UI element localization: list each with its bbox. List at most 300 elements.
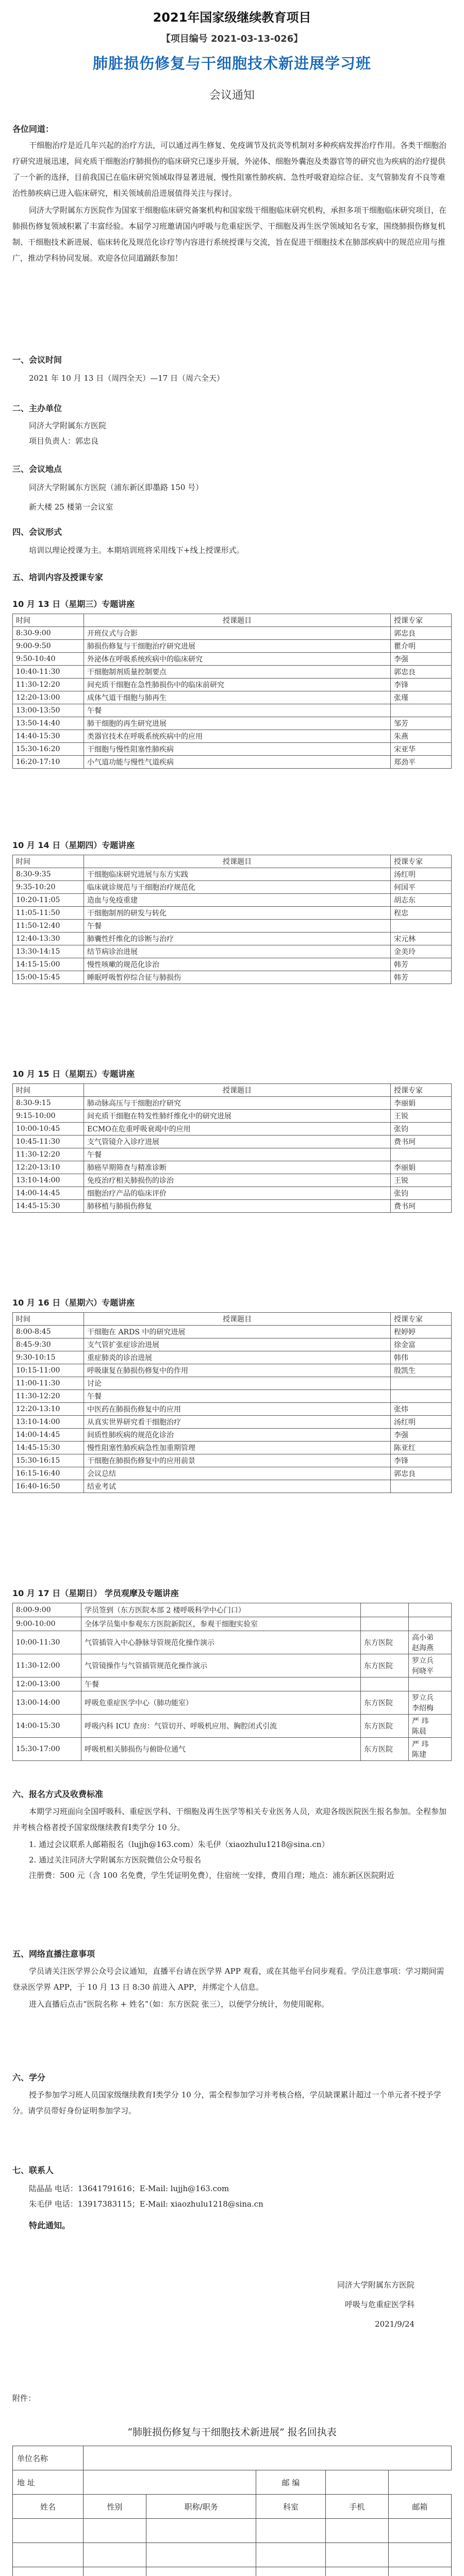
table-row xyxy=(13,971,452,984)
table-row xyxy=(13,717,452,730)
table-cell: 10:40-11:30 xyxy=(13,666,84,679)
table-cell: 10:20-11:05 xyxy=(13,894,84,907)
section-heading: 六、学分 xyxy=(12,2073,46,2082)
table-cell: 8:00-9:00 xyxy=(13,1603,81,1617)
table-cell: 间质性肺疾病的规范化诊治 xyxy=(84,1429,391,1442)
attachment-title: “肺脏损伤修复与干细胞技术新进展” 报名回执表 xyxy=(127,2427,337,2438)
table-row xyxy=(13,1338,452,1351)
table-row xyxy=(13,1603,452,1617)
table-cell: 高小弟 赵海燕 xyxy=(409,1631,452,1654)
table-row xyxy=(13,627,452,640)
day-block xyxy=(12,1296,452,1493)
table-cell: 朱燕 xyxy=(391,730,452,743)
table-cell: 汤红明 xyxy=(391,868,452,881)
table-header-cell: 授课专家 xyxy=(391,1084,452,1097)
table-cell xyxy=(391,920,452,933)
section-registration xyxy=(12,1788,452,1885)
table-row xyxy=(13,1110,452,1123)
table-cell: 郭忠良 xyxy=(391,1467,452,1480)
table-row xyxy=(13,1442,452,1454)
table-cell: 8:30-9:00 xyxy=(13,627,84,640)
day-title: 10 月 13 日（星期三）专题讲座 xyxy=(12,599,135,609)
table-cell: 肺干细胞的再生研究进展 xyxy=(84,717,391,730)
table-cell: 类器官技术在呼吸系统疾病中的应用 xyxy=(84,730,391,743)
table-cell: 严 玮 陈晨 xyxy=(409,1715,452,1738)
table-cell: 16:20-17:10 xyxy=(13,756,84,769)
table-row xyxy=(13,1691,452,1715)
form-input-cell[interactable] xyxy=(388,2567,451,2576)
table-cell: 程婷婷 xyxy=(391,1326,452,1338)
table-cell: 8:30-9:15 xyxy=(13,1097,84,1110)
table-cell: 13:10-14:00 xyxy=(13,1416,84,1429)
table-row xyxy=(13,1390,452,1403)
table-cell: 东方医院 xyxy=(361,1715,409,1738)
table-cell: 10:00-11:30 xyxy=(13,1631,81,1654)
table-cell: 重症肺炎的诊治进展 xyxy=(84,1351,391,1364)
table-cell: 罗立兵 何晓平 xyxy=(409,1654,452,1677)
table-row xyxy=(13,1429,452,1442)
table-cell: 外泌体在呼吸系统疾病中的临床研究 xyxy=(84,653,391,666)
registration-wechat: 2. 通过关注同济大学附属东方医院微信公众号报名 xyxy=(29,1855,202,1865)
table-cell xyxy=(361,1617,409,1631)
table-cell: 干细胞临床研究进展与东方实践 xyxy=(84,868,391,881)
table-cell: 午餐 xyxy=(84,1148,391,1161)
table-row xyxy=(13,640,452,653)
table-row xyxy=(13,1200,452,1213)
day-table xyxy=(12,614,452,769)
intro-paragraph: 干细胞治疗是近几年兴起的治疗方法，可以通过再生修复、免疫调节及抗炎等机制对多种疾病发挥治疗作用。各类干细胞治疗研究进展迅速，间充质干细胞治疗肺损伤的临床研究已逐步开展，外泌体、细胞外囊泡及类器官等的研究也为疾病的治疗提供了一个新的选择，目前我国已在临床研究领域取得显著进展，慢性阻塞性肺疾病、急性呼吸窘迫综合征、支气管肺发育不良等难治性肺疾病已进入临床研究，相关领域前沿进展值得关注与探讨。 xyxy=(12,141,447,198)
table-cell xyxy=(361,1677,409,1691)
table-cell: 11:30-12:20 xyxy=(13,679,84,691)
registration-intro: 本期学习班面向全国呼吸科、重症医学科、干细胞及再生医学等相关专业医务人员，欢迎各级医院医生报名参加。全程参加并考核合格者授予国家级继续教育I类学分 10 分。 xyxy=(12,1807,447,1832)
table-cell: 11:30-12:20 xyxy=(13,1148,84,1161)
table-row xyxy=(13,1454,452,1467)
intro xyxy=(12,123,452,267)
section-time xyxy=(12,353,452,386)
table-cell: 临床就诊规范与干细胞治疗规范化 xyxy=(84,881,391,894)
table-cell: 12:20-13:10 xyxy=(13,1161,84,1174)
form-row xyxy=(13,2470,452,2495)
table-cell: 午餐 xyxy=(84,704,391,717)
table-cell: 14:00-15:30 xyxy=(13,1715,81,1738)
table-header-cell: 授课专家 xyxy=(391,855,452,868)
table-cell: 郑劲平 xyxy=(391,756,452,769)
table-header-cell: 授课题目 xyxy=(84,614,391,627)
table-cell: 郭忠良 xyxy=(391,666,452,679)
form-input-cell[interactable] xyxy=(325,2519,388,2543)
table-cell: 东方医院 xyxy=(361,1738,409,1761)
table-cell: 肺囊性纤维化的诊断与治疗 xyxy=(84,933,391,945)
table-cell: 支气管镜介入诊疗进展 xyxy=(84,1136,391,1148)
table-row xyxy=(13,894,452,907)
live-notes: 学员请关注医学界公众号会议通知，直播平台请在医学界 APP 观看，或在其他平台同步观看。学员注意事项：学习期间需登录医学界 APP，于 10 月 13 日 8:30 前进入 APP，并绑定个人信息。 xyxy=(12,1967,444,1992)
table-cell: 细胞治疗产品的临床评价 xyxy=(84,1187,391,1200)
table-cell: 慢性阻塞性肺疾病急性加重期管理 xyxy=(84,1442,391,1454)
credits-text: 授予参加学习班人员国家级继续教育I类学分 10 分，需全程参加学习并考核合格，学员缺课累计超过一个单元者不授予学分。请学员带好身份证明参加学习。 xyxy=(12,2090,441,2115)
table-cell: 李强 xyxy=(391,1429,452,1442)
day5-table xyxy=(12,1603,452,1761)
table-cell: 干细胞在 ARDS 中的研究进展 xyxy=(84,1326,391,1338)
table-row xyxy=(13,1416,452,1429)
table-cell: 严 玮 陈建 xyxy=(409,1738,452,1761)
table-cell: 呼吸机相关肺损伤与俯卧位通气 xyxy=(81,1738,361,1761)
table-cell: 汤红明 xyxy=(391,1416,452,1429)
table-cell: 张钧 xyxy=(391,1187,452,1200)
day-block xyxy=(12,839,452,984)
table-row xyxy=(13,1326,452,1338)
table-cell: 11:30-12:20 xyxy=(13,1390,84,1403)
section-form xyxy=(12,526,452,558)
table-cell: 张瑾 xyxy=(391,691,452,704)
table-cell: 9:50-10:40 xyxy=(13,653,84,666)
section-heading: 七、联系人 xyxy=(12,2165,54,2175)
table-row xyxy=(13,920,452,933)
table-row xyxy=(13,907,452,920)
form-label-cell: 手机 xyxy=(325,2495,388,2519)
table-cell xyxy=(391,1390,452,1403)
table-row xyxy=(13,1136,452,1148)
form-input-cell[interactable] xyxy=(256,2567,325,2576)
table-cell: 11:05-11:50 xyxy=(13,907,84,920)
form-input-cell[interactable] xyxy=(146,2567,256,2576)
table-cell: 胡志东 xyxy=(391,894,452,907)
table-cell: 学员签到（东方医院本部 2 楼呼吸科学中心门口） xyxy=(81,1603,361,1617)
table-cell: 东方医院 xyxy=(361,1631,409,1654)
table-cell: 造血与免疫重建 xyxy=(84,894,391,907)
table-row xyxy=(13,653,452,666)
table-cell: 免疫治疗相关肺损伤的诊治 xyxy=(84,1174,391,1187)
table-cell: 13:10-14:00 xyxy=(13,1174,84,1187)
header-title: 2021年国家级继续教育项目 xyxy=(153,10,311,25)
table-cell: 12:00-13:00 xyxy=(13,1677,81,1691)
form-input-cell[interactable] xyxy=(256,2519,325,2543)
section-heading: 四、会议形式 xyxy=(12,527,62,537)
table-cell: 何国平 xyxy=(391,881,452,894)
table-row xyxy=(13,1097,452,1110)
table-cell: 15:00-15:45 xyxy=(13,971,84,984)
table-header-cell: 时间 xyxy=(13,1313,84,1326)
table-cell: 11:50-12:40 xyxy=(13,920,84,933)
table-cell: 费书珂 xyxy=(391,1200,452,1213)
table-row xyxy=(13,1677,452,1691)
table-row xyxy=(13,1161,452,1174)
section-heading: 二、主办单位 xyxy=(12,403,62,413)
section-heading: 五、培训内容及授课专家 xyxy=(12,572,104,582)
table-cell: 午餐 xyxy=(84,920,391,933)
table-cell xyxy=(361,1603,409,1617)
table-cell: 全体学员集中参观东方医院新院区，参观干细胞实验室 xyxy=(81,1617,361,1631)
table-cell: 8:00-8:45 xyxy=(13,1326,84,1338)
table-cell: 干细胞制剂的研发与转化 xyxy=(84,907,391,920)
table-cell: 干细胞在肺损伤修复中的应用前景 xyxy=(84,1454,391,1467)
table-cell: 张钧 xyxy=(391,1123,452,1136)
table-cell: 小气道功能与慢性气道疾病 xyxy=(84,756,391,769)
table-header-row xyxy=(13,1313,452,1326)
signature-date: 2021/9/24 xyxy=(375,2319,415,2329)
table-row xyxy=(13,1174,452,1187)
table-cell: 邹芳 xyxy=(391,717,452,730)
table-cell: 王锐 xyxy=(391,1174,452,1187)
form-row xyxy=(13,2495,452,2519)
table-cell: 14:40-15:30 xyxy=(13,730,84,743)
table-cell: 10:45-11:30 xyxy=(13,1136,84,1148)
table-cell: 14:15-15:00 xyxy=(13,958,84,971)
table-cell: 李锋 xyxy=(391,679,452,691)
day-block xyxy=(12,1067,452,1213)
table-cell: 13:30-14:15 xyxy=(13,945,84,958)
day-table xyxy=(12,855,452,984)
contact-line: 陆晶晶 电话：13641791616；E-Mail: lujjh@163.com xyxy=(29,2184,229,2193)
day-table xyxy=(12,1312,452,1493)
form-label-cell: 姓名 xyxy=(13,2495,84,2519)
table-row xyxy=(13,1123,452,1136)
form-input-cell[interactable] xyxy=(13,2543,84,2567)
table-cell: 14:45-15:30 xyxy=(13,1200,84,1213)
form-input-cell[interactable] xyxy=(84,2446,452,2470)
attachment xyxy=(12,2391,452,2576)
table-row xyxy=(13,958,452,971)
table-cell: 干细胞与慢性阻塞性肺疾病 xyxy=(84,743,391,756)
table-cell: 14:45-15:30 xyxy=(13,1442,84,1454)
table-row xyxy=(13,1467,452,1480)
table-header-row xyxy=(13,614,452,627)
table-row xyxy=(13,704,452,717)
table-cell: 慢性咳嗽的规范化诊治 xyxy=(84,958,391,971)
table-cell: 睡眠呼吸暂停综合征与肺损伤 xyxy=(84,971,391,984)
form-input-cell[interactable] xyxy=(325,2567,388,2576)
form-input-cell[interactable] xyxy=(146,2519,256,2543)
table-cell: 间充质干细胞在特发性肺纤维化中的研究进展 xyxy=(84,1110,391,1123)
table-cell: 从真实世界研究看干细胞治疗 xyxy=(84,1416,391,1429)
table-cell: 陈亚红 xyxy=(391,1442,452,1454)
form-input-cell[interactable] xyxy=(84,2519,146,2543)
table-cell: 15:30-16:20 xyxy=(13,743,84,756)
table-cell: 李锋 xyxy=(391,1454,452,1467)
table-cell: 李丽娟 xyxy=(391,1161,452,1174)
table-row xyxy=(13,666,452,679)
signature-org: 同济大学附属东方医院 xyxy=(337,2280,415,2290)
registration-email: 1. 通过会议联系人邮箱报名（lujjh@163.com）朱毛伊（xiaozhulu1218@sina.cn） xyxy=(29,1840,329,1849)
table-cell: 13:50-14:40 xyxy=(13,717,84,730)
header xyxy=(12,7,452,103)
signature xyxy=(12,2277,415,2332)
table-row xyxy=(13,1480,452,1493)
table-cell: 10:15-11:00 xyxy=(13,1364,84,1377)
table-cell xyxy=(391,704,452,717)
table-header-cell: 授课题目 xyxy=(84,1313,391,1326)
table-cell: 13:00-14:00 xyxy=(13,1691,81,1715)
table-row xyxy=(13,933,452,945)
table-row xyxy=(13,868,452,881)
table-cell: 呼吸内科 ICU 查房：气管切开、呼吸机应用、胸腔闭式引流 xyxy=(81,1715,361,1738)
table-header-cell: 时间 xyxy=(13,614,84,627)
table-cell: 讨论 xyxy=(84,1377,391,1390)
closing-note: 特此通知。 xyxy=(29,2221,71,2230)
table-cell: 午餐 xyxy=(81,1677,361,1691)
table-cell: 韩芳 xyxy=(391,958,452,971)
form-row xyxy=(13,2446,452,2470)
table-cell: 呼吸康复在肺损伤修复中的作用 xyxy=(84,1364,391,1377)
table-cell: 肺移植与肺损伤修复 xyxy=(84,1200,391,1213)
form-input-cell[interactable] xyxy=(325,2470,388,2495)
table-row xyxy=(13,945,452,958)
table-cell: 10:00-10:45 xyxy=(13,1123,84,1136)
table-cell: 肺动脉高压与干细胞治疗研究 xyxy=(84,1097,391,1110)
form-input-cell[interactable] xyxy=(325,2543,388,2567)
form-label-cell: 地 址 xyxy=(13,2470,84,2495)
table-cell: 9:00-10:00 xyxy=(13,1617,81,1631)
form-input-cell[interactable] xyxy=(84,2470,256,2495)
form-row xyxy=(13,2567,452,2576)
table-cell: 午餐 xyxy=(84,1390,391,1403)
form-input-cell[interactable] xyxy=(13,2519,84,2543)
table-cell: 间充质干细胞在急性肺损伤中的临床前研究 xyxy=(84,679,391,691)
table-row xyxy=(13,1654,452,1677)
table-cell: 金美玲 xyxy=(391,945,452,958)
table-cell: 气管镜操作与气管插管规范化操作演示 xyxy=(81,1654,361,1677)
table-cell: 开班仪式与合影 xyxy=(84,627,391,640)
table-header-cell: 授课题目 xyxy=(84,855,391,868)
table-cell xyxy=(409,1603,452,1617)
form-row xyxy=(13,2519,452,2543)
table-cell: 宋元林 xyxy=(391,933,452,945)
day5-title: 10 月 17 日（星期日） 学员观摩及专题讲座 xyxy=(12,1588,179,1598)
table-header-cell: 授课专家 xyxy=(391,1313,452,1326)
notice-title: 会议通知 xyxy=(209,89,255,102)
table-header-row xyxy=(13,1084,452,1097)
section-heading: 五、网络直播注意事项 xyxy=(12,1949,95,1959)
table-cell: 9:35-10:20 xyxy=(13,881,84,894)
table-header-row xyxy=(13,855,452,868)
table-cell: 16:15-16:40 xyxy=(13,1467,84,1480)
table-cell: 程忠 xyxy=(391,907,452,920)
table-cell: 罗立兵 李绍梅 xyxy=(409,1691,452,1715)
day5-block xyxy=(12,1587,452,1761)
table-row xyxy=(13,1738,452,1761)
table-cell: 肺损伤修复与干细胞治疗研究进展 xyxy=(84,640,391,653)
table-cell: 呼吸危重症医学中心（肺功能室） xyxy=(81,1691,361,1715)
attachment-label: 附件： xyxy=(12,2394,36,2403)
form-input-cell[interactable] xyxy=(388,2543,451,2567)
live-notes: 进入直播后点击“医院名称 + 姓名”（如：东方医院 张三），以便学分统计，勿使用昵称。 xyxy=(29,1999,329,2009)
table-cell: 气管插管入中心静脉导管规范化操作演示 xyxy=(81,1631,361,1654)
table-cell: 12:40-13:30 xyxy=(13,933,84,945)
table-cell: 会议总结 xyxy=(84,1467,391,1480)
table-cell: 9:00-9:50 xyxy=(13,640,84,653)
table-cell: 8:45-9:30 xyxy=(13,1338,84,1351)
table-row xyxy=(13,730,452,743)
table-cell: 干细胞制剂质量控制要点 xyxy=(84,666,391,679)
contact-line: 朱毛伊 电话：13917383115；E-Mail: xiaozhulu1218@sina.cn xyxy=(29,2199,263,2209)
form-label-cell: 职称/职务 xyxy=(146,2495,256,2519)
table-header-cell: 授课题目 xyxy=(84,1084,391,1097)
section-heading: 三、会议地点 xyxy=(12,464,62,474)
form-label-cell: 邮箱 xyxy=(388,2495,451,2519)
venue-address: 同济大学附属东方医院（浦东新区即墨路 150 号） xyxy=(29,483,204,492)
table-cell: 韩伟 xyxy=(391,1351,452,1364)
project-leader: 项目负责人：郭忠良 xyxy=(29,436,99,446)
table-cell: 9:30-10:15 xyxy=(13,1351,84,1364)
form-input-cell[interactable] xyxy=(256,2543,325,2567)
table-cell: ECMO在危重呼吸衰竭中的应用 xyxy=(84,1123,391,1136)
table-cell: 王锐 xyxy=(391,1110,452,1123)
table-cell: 中医药在肺损伤修复中的应用 xyxy=(84,1403,391,1416)
section-organizer xyxy=(12,402,452,449)
form-label-cell: 邮 编 xyxy=(256,2470,325,2495)
table-cell: 15:30-17:00 xyxy=(13,1738,81,1761)
table-row xyxy=(13,1351,452,1364)
form-input-cell[interactable] xyxy=(84,2567,146,2576)
section-heading: 一、会议时间 xyxy=(12,355,62,365)
table-cell: 11:00-11:30 xyxy=(13,1377,84,1390)
table-cell: 14:00-14:45 xyxy=(13,1187,84,1200)
form-label-cell: 科室 xyxy=(256,2495,325,2519)
table-cell: 12:20-13:10 xyxy=(13,1403,84,1416)
table-cell: 张炜 xyxy=(391,1403,452,1416)
table-header-cell: 时间 xyxy=(13,855,84,868)
day-block xyxy=(12,598,452,769)
table-cell: 9:15-10:00 xyxy=(13,1110,84,1123)
table-cell: 16:40-16:50 xyxy=(13,1480,84,1493)
table-row xyxy=(13,1187,452,1200)
table-cell: 瞿介明 xyxy=(391,640,452,653)
day-table xyxy=(12,1083,452,1213)
form-input-cell[interactable] xyxy=(84,2543,146,2567)
table-cell: 肺癌早期筛查与精准诊断 xyxy=(84,1161,391,1174)
table-cell xyxy=(391,1480,452,1493)
section-heading: 六、报名方式及收费标准 xyxy=(12,1789,104,1799)
table-row xyxy=(13,1403,452,1416)
form-input-cell[interactable] xyxy=(388,2519,451,2543)
form-input-cell[interactable] xyxy=(13,2567,84,2576)
table-cell: 东方医院 xyxy=(361,1691,409,1715)
table-cell xyxy=(391,1148,452,1161)
table-cell: 李强 xyxy=(391,653,452,666)
table-cell xyxy=(409,1677,452,1691)
table-cell: 8:30-9:35 xyxy=(13,868,84,881)
table-cell: 15:30-16:15 xyxy=(13,1454,84,1467)
day-title: 10 月 15 日（星期五）专题讲座 xyxy=(12,1069,135,1079)
section-credits xyxy=(12,2071,452,2120)
table-cell: 12:20-13:00 xyxy=(13,691,84,704)
table-header-cell: 时间 xyxy=(13,1084,84,1097)
table-row xyxy=(13,743,452,756)
registration-form xyxy=(12,2446,452,2576)
signature-dept: 呼吸与危重症医学科 xyxy=(344,2300,415,2309)
table-row xyxy=(13,881,452,894)
table-cell: 徐金富 xyxy=(391,1338,452,1351)
venue-room: 新大楼 25 楼第一会议室 xyxy=(29,502,113,512)
table-row xyxy=(13,756,452,769)
table-cell: 成体气道干细胞与肺再生 xyxy=(84,691,391,704)
table-row xyxy=(13,1715,452,1738)
table-cell: 13:00-13:50 xyxy=(13,704,84,717)
form-label-cell: 单位名称 xyxy=(13,2446,84,2470)
table-cell xyxy=(409,1617,452,1631)
form-input-cell[interactable] xyxy=(146,2543,256,2567)
section-contacts xyxy=(12,2164,452,2231)
table-row xyxy=(13,1364,452,1377)
section-live xyxy=(12,1947,452,2013)
form-label-cell: 性别 xyxy=(84,2495,146,2519)
table-cell: 费书珂 xyxy=(391,1136,452,1148)
form-row xyxy=(13,2543,452,2567)
table-cell: 结节病诊治进展 xyxy=(84,945,391,958)
greeting: 各位同道： xyxy=(12,124,54,134)
course-name: 肺脏损伤修复与干细胞技术新进展学习班 xyxy=(92,55,371,72)
table-cell: 14:00-14:45 xyxy=(13,1429,84,1442)
table-row xyxy=(13,1148,452,1161)
